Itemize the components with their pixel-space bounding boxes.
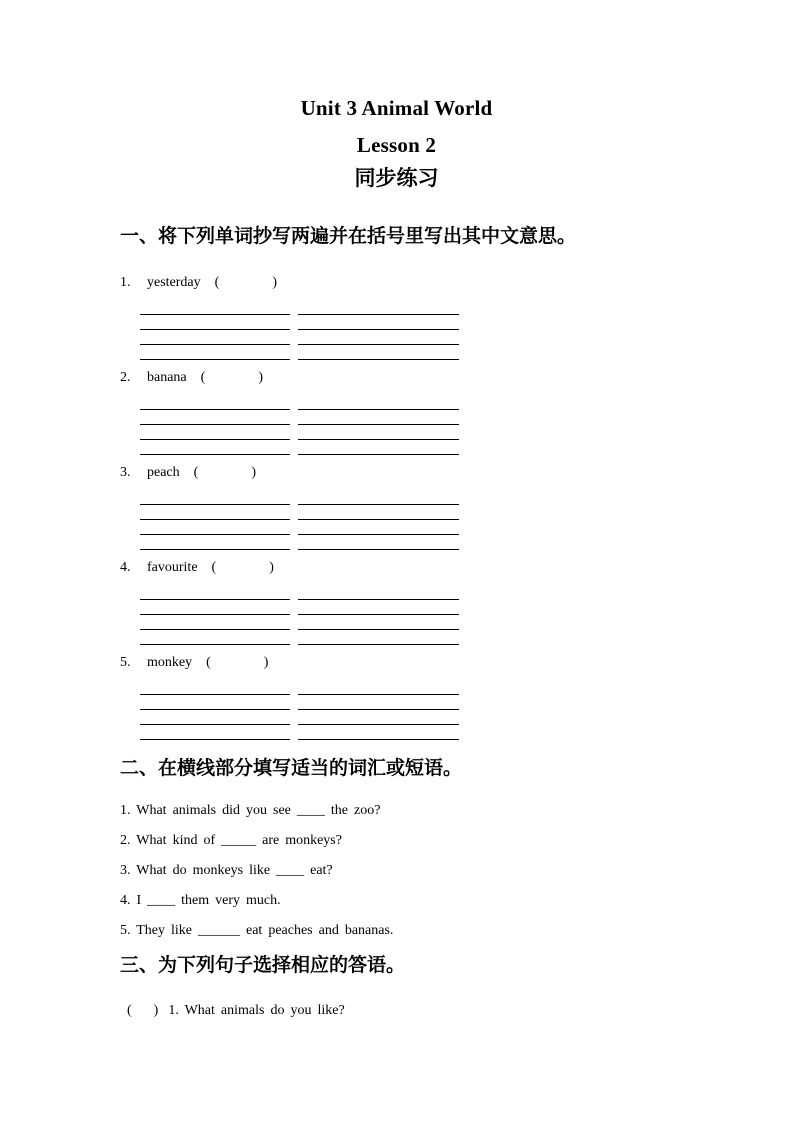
copy-line bbox=[140, 680, 290, 695]
copy-line bbox=[298, 680, 459, 695]
copy-line bbox=[298, 440, 459, 455]
copy-line bbox=[140, 585, 290, 600]
word-row bbox=[120, 559, 580, 577]
item-word: banana bbox=[147, 370, 187, 385]
copy-line bbox=[298, 410, 459, 425]
item-number: 1. bbox=[120, 275, 131, 290]
item-number: 3. bbox=[120, 465, 131, 480]
copy-line bbox=[298, 710, 459, 725]
copy-line bbox=[298, 695, 459, 710]
copy-line bbox=[140, 725, 290, 740]
item-word: favourite bbox=[147, 560, 198, 575]
copy-line bbox=[298, 425, 459, 440]
copy-column-right bbox=[298, 490, 459, 550]
copy-line bbox=[298, 315, 459, 330]
paren-open: ( bbox=[127, 1003, 132, 1018]
word-item-yesterday bbox=[120, 274, 580, 360]
copy-line bbox=[298, 345, 459, 360]
paren-open: ( bbox=[214, 275, 220, 290]
fill-blank-question-3: 3. What do monkeys like ____ eat? bbox=[120, 863, 333, 878]
paren-close: ) bbox=[251, 465, 256, 480]
item-word: monkey bbox=[147, 655, 193, 670]
copy-line bbox=[140, 425, 290, 440]
copy-line bbox=[140, 345, 290, 360]
copy-line bbox=[298, 395, 459, 410]
copy-line bbox=[140, 630, 290, 645]
fill-blank-question-4: 4. I ____ them very much. bbox=[120, 893, 281, 908]
copy-line bbox=[298, 520, 459, 535]
word-row bbox=[120, 274, 580, 292]
item-number: 5. bbox=[120, 655, 131, 670]
paren-open: ( bbox=[193, 465, 199, 480]
copy-column-right bbox=[298, 680, 459, 740]
paren-close: ) bbox=[269, 560, 274, 575]
section-two-heading: 二、在横线部分填写适当的词汇或短语。 bbox=[120, 758, 463, 779]
copy-line bbox=[140, 330, 290, 345]
fill-blank-question-2: 2. What kind of _____ are monkeys? bbox=[120, 833, 342, 848]
copy-grid bbox=[140, 395, 580, 455]
copy-line bbox=[298, 615, 459, 630]
word-item-banana bbox=[120, 369, 580, 455]
copy-line bbox=[140, 600, 290, 615]
exercise-subtitle: 同步练习 bbox=[354, 167, 439, 190]
copy-grid bbox=[140, 585, 580, 645]
copy-line bbox=[298, 600, 459, 615]
word-row bbox=[120, 654, 580, 672]
copy-column-right bbox=[298, 585, 459, 645]
copy-line bbox=[298, 725, 459, 740]
word-item-monkey bbox=[120, 654, 580, 740]
copy-line bbox=[140, 520, 290, 535]
copy-line bbox=[298, 630, 459, 645]
copy-line bbox=[140, 440, 290, 455]
paren-open: ( bbox=[200, 370, 206, 385]
copy-line bbox=[298, 505, 459, 520]
lesson-subtitle: Lesson 2 bbox=[356, 133, 437, 157]
paren-close: ) bbox=[263, 655, 269, 670]
paren-close: ) bbox=[272, 275, 277, 290]
copy-column-right bbox=[298, 300, 459, 360]
paren-open: ( bbox=[206, 655, 211, 670]
copy-column-left bbox=[140, 680, 290, 740]
copy-line bbox=[298, 330, 459, 345]
copy-line bbox=[140, 505, 290, 520]
copy-column-left bbox=[140, 490, 290, 550]
copy-line bbox=[140, 695, 290, 710]
word-row bbox=[120, 369, 580, 387]
paren-close: ) bbox=[153, 1003, 159, 1018]
section-one-heading: 一、将下列单词抄写两遍并在括号里写出其中文意思。 bbox=[120, 226, 577, 247]
copy-line bbox=[140, 315, 290, 330]
matching-question-text: 1. What animals do you like? bbox=[168, 1003, 345, 1018]
copy-grid bbox=[140, 680, 580, 740]
copy-grid bbox=[140, 300, 580, 360]
copy-column-left bbox=[140, 395, 290, 455]
copy-line bbox=[140, 535, 290, 550]
page-title: Unit 3 Animal World bbox=[300, 96, 493, 120]
fill-blank-question-1: 1. What animals did you see ____ the zoo? bbox=[120, 803, 381, 818]
item-word: peach bbox=[147, 465, 180, 480]
copy-line bbox=[140, 615, 290, 630]
fill-blank-question-5: 5. They like ______ eat peaches and bananas. bbox=[120, 923, 394, 938]
copy-line bbox=[298, 585, 459, 600]
paren-open: ( bbox=[211, 560, 217, 575]
matching-question-1 bbox=[127, 1002, 345, 1020]
item-number: 2. bbox=[120, 370, 131, 385]
copy-line bbox=[140, 710, 290, 725]
copy-line bbox=[140, 410, 290, 425]
copy-line bbox=[298, 490, 459, 505]
paren-close: ) bbox=[258, 370, 263, 385]
copy-grid bbox=[140, 490, 580, 550]
section-three-heading: 三、为下列句子选择相应的答语。 bbox=[120, 955, 406, 976]
copy-line bbox=[140, 490, 290, 505]
word-row bbox=[120, 464, 580, 482]
item-word: yesterday bbox=[147, 275, 201, 290]
copy-column-left bbox=[140, 585, 290, 645]
word-item-peach bbox=[120, 464, 580, 550]
item-number: 4. bbox=[120, 560, 131, 575]
copy-line bbox=[298, 300, 459, 315]
word-item-favourite bbox=[120, 559, 580, 645]
copy-line bbox=[298, 535, 459, 550]
copy-line bbox=[140, 395, 290, 410]
copy-column-left bbox=[140, 300, 290, 360]
copy-line bbox=[140, 300, 290, 315]
copy-column-right bbox=[298, 395, 459, 455]
